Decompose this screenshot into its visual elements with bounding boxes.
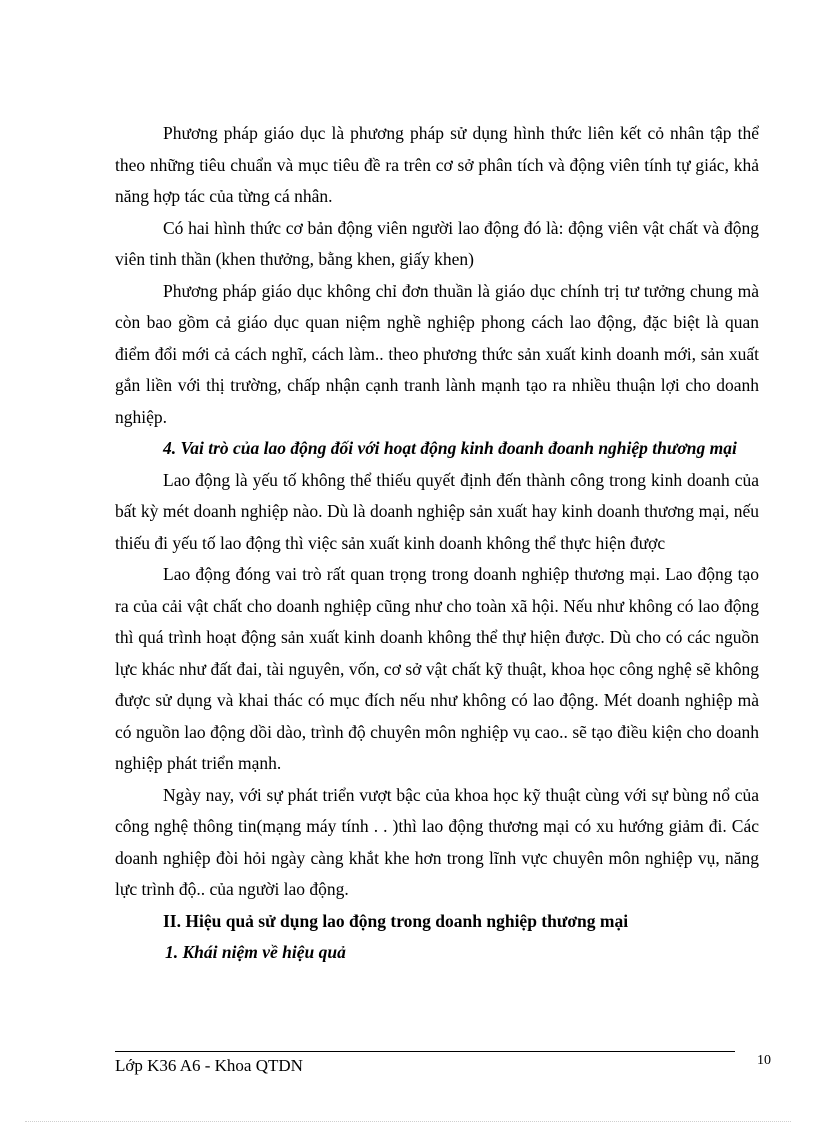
section-heading-4: 4. Vai trò của lao động đối với hoạt động kinh đoanh đoanh nghiệp thương mại	[163, 438, 737, 458]
page-body	[115, 118, 759, 969]
paragraph-labor-role: Lao động đóng vai trò rất quan trọng trong doanh nghiệp thương mại. Lao động tạo ra của cải vật chất cho doanh nghiệp cũng như cho toàn xã hội. Nếu như không có lao động thì quá trình hoạt động sản xuất kinh doanh không thể thự hiện được. Dù cho có các nguồn lực khác như đất đai, tài nguyên, vốn, cơ sở vật chất kỹ thuật, khoa học công nghệ sẽ không được sử dụng và khai thác có mục đích nếu như không có lao động. Mét doanh nghiệp mà có nguồn lao động dồi dào, trình độ chuyên môn nghiệp vụ cao.. sẽ tạo điều kiện cho doanh nghiệp phát triển mạnh.	[115, 564, 759, 773]
section-heading-II: II. Hiệu quả sử dụng lao động trong doanh nghiệp thương mại	[163, 910, 629, 931]
footer-divider	[115, 1051, 735, 1052]
subsection-heading-1: 1. Khái niệm về hiệu quả	[165, 942, 346, 962]
paragraph-motivation-forms: Có hai hình thức cơ bản động viên người lao động đó là: động viên vật chất và động viên tinh thần (khen thưởng, bằng khen, giấy khen)	[115, 217, 759, 269]
page-number: 10	[757, 1053, 771, 1068]
page-bottom-border	[25, 1121, 791, 1122]
footer-class-label: Lớp K36 A6 - Khoa QTDN	[115, 1056, 303, 1075]
paragraph-labor-factor: Lao động là yếu tố không thể thiếu quyết định đến thành công trong kinh doanh của bất kỳ mét doanh nghiệp nào. Dù là doanh nghiệp sản xuất hay kinh doanh thương mại, nếu thiếu đi yếu tố lao động thì việc sản xuất kinh doanh không thể thực hiện được	[115, 469, 759, 553]
paragraph-technology-trend: Ngày nay, với sự phát triển vượt bậc của khoa học kỹ thuật cùng với sự bùng nổ của công nghệ thông tin(mạng máy tính . . )thì lao động thương mại có xu hướng giảm đi. Các doanh nghiệp đòi hỏi ngày càng khắt khe hơn trong lĩnh vực chuyên môn nghiệp vụ, năng lực trình độ.. của người lao động.	[115, 784, 759, 899]
paragraph-education-method: Phương pháp giáo dục là phương pháp sử dụng hình thức liên kết cỏ nhân tập thể theo những tiêu chuẩn và mục tiêu đề ra trên cơ sở phân tích và động viên tính tự giác, khả năng hợp tác của từng cá nhân.	[115, 123, 759, 206]
paragraph-education-scope: Phương pháp giáo dục không chỉ đơn thuần là giáo dục chính trị tư tưởng chung mà còn bao gồm cả giáo dục quan niệm nghề nghiệp phong cách lao động, đặc biệt là quan điểm đổi mới cả cách nghĩ, cách làm.. theo phương thức sản xuất kinh doanh mới, sản xuất gắn liền với thị trường, chấp nhận cạnh tranh lành mạnh tạo ra nhiều thuận lợi cho doanh nghiệp.	[115, 280, 759, 427]
